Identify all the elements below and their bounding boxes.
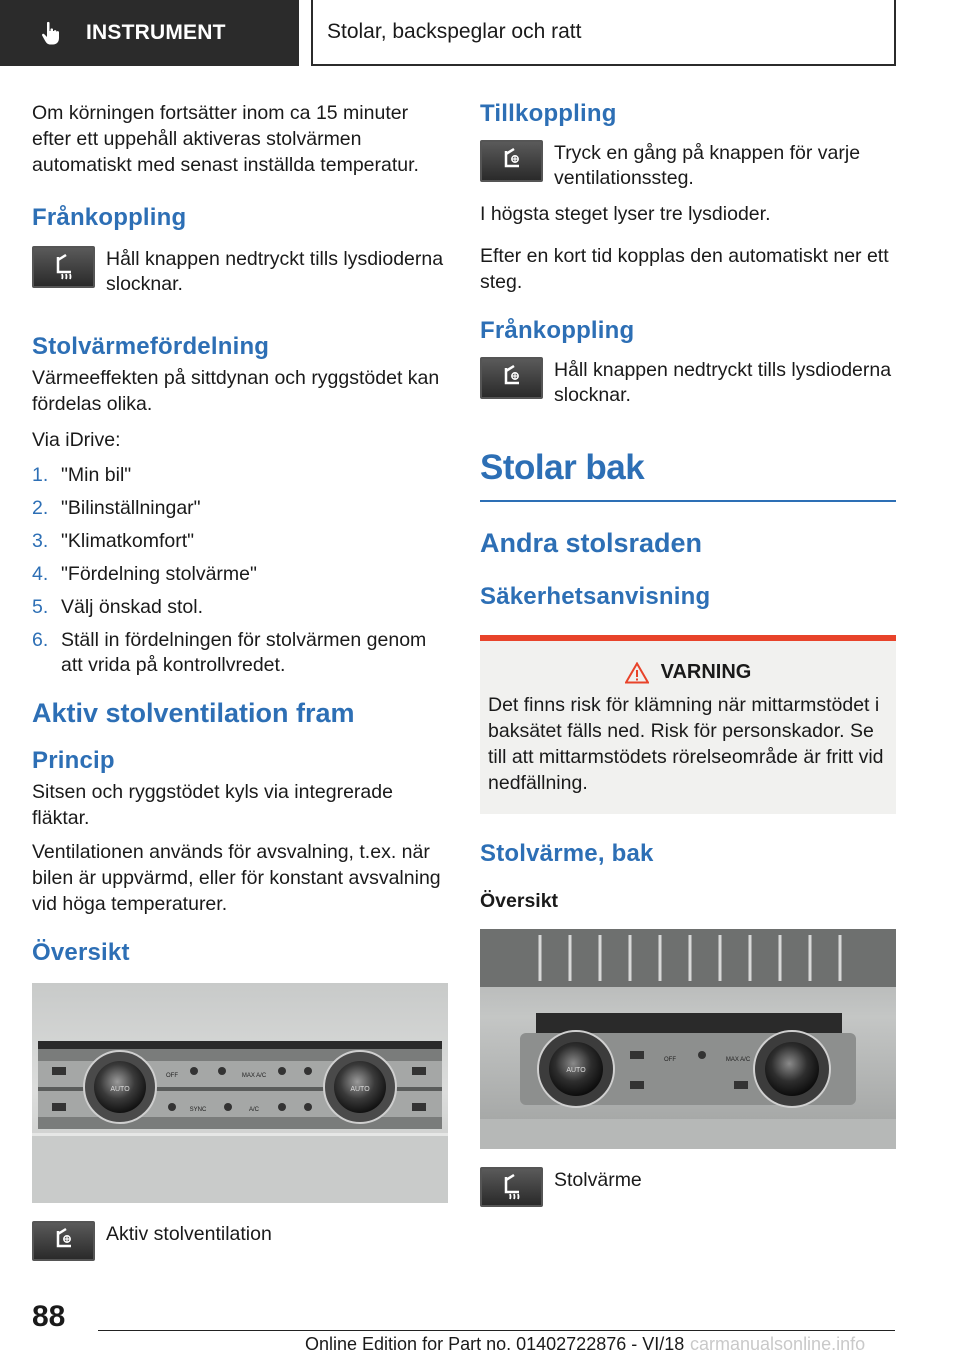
vent-caption-row: [32, 1221, 448, 1261]
rear-off-label: OFF: [664, 1057, 676, 1063]
chapter-rule: [480, 500, 896, 502]
on-instruction-text: Tryck en gång på knappen för varje ventilationssteg.: [554, 142, 861, 189]
heading-princip: Princip: [32, 747, 115, 774]
seat-ventilation-button-icon: [480, 357, 543, 399]
on-paragraph-1: I högsta steget lyser tre lysdioder.: [480, 203, 771, 225]
max-label: MAX A/C: [241, 1073, 267, 1079]
off-instruction-right-text: Håll knappen nedtryckt tills lysdioderna slocknar.: [554, 359, 892, 406]
heading-oversikt-small: Översikt: [480, 890, 559, 912]
heading-aktiv-stolventilation: Aktiv stolventilation fram: [32, 698, 355, 728]
off-label: OFF: [166, 1073, 178, 1079]
sync-label: SYNC: [189, 1107, 207, 1113]
warning-box: [480, 635, 896, 814]
left-column: [32, 100, 448, 1261]
off-instruction-text: Håll knappen nedtryckt tills lysdioderna slocknar.: [106, 248, 444, 295]
on-instruction: [480, 140, 896, 191]
principle-paragraph-2: Ventilationen används för avsvalning, t.ex. när bilen är uppvärmd, eller för konstant avsvalning vid höga temperaturer.: [32, 841, 441, 915]
step-item: 3. "Klimatkomfort": [32, 530, 195, 552]
warning-text: Det finns risk för klämning när mittarmstödet i baksätet fälls ned. Risk för personskador. Se till att mittarmstödets rörelseområde är fritt vid nedfällning.: [488, 694, 884, 794]
seat-heating-button-icon: [32, 246, 95, 288]
off-instruction-right: [480, 357, 896, 408]
heat-caption-row: [480, 1167, 896, 1207]
page-header: [0, 0, 960, 66]
chapter-tab-label: INSTRUMENT: [86, 21, 226, 44]
principle-paragraph-1: Sitsen och ryggstödet kyls via integrerade fläktar.: [32, 781, 393, 829]
heading-stolvarmefordelning: Stolvärmefördelning: [32, 333, 270, 360]
via-idrive: Via iDrive:: [32, 429, 121, 451]
rear-climate-panel-photo: [480, 929, 896, 1149]
heading-tillkoppling: Tillkoppling: [480, 100, 617, 127]
step-item: 1. "Min bil": [32, 464, 132, 486]
rear-max-label: MAX A/C: [725, 1057, 751, 1063]
rear-knob-label: AUTO: [566, 1067, 586, 1074]
heading-andra-stolsraden: Andra stolsraden: [480, 528, 703, 558]
heading-stolvarme-bak: Stolvärme, bak: [480, 840, 654, 867]
footer-rule: [98, 1330, 895, 1331]
hand-pointer-icon: [38, 20, 64, 46]
right-column: [480, 100, 896, 1207]
heading-oversikt: Översikt: [32, 939, 130, 966]
distribution-paragraph: Värmeeffekten på sittdynan och ryggstödet kan fördelas olika.: [32, 367, 440, 415]
heading-sakerhetsanvisning: Säkerhetsanvisning: [480, 583, 711, 610]
seat-heating-button-icon: [480, 1167, 543, 1207]
heat-caption-text: Stolvärme: [554, 1169, 642, 1191]
seat-ventilation-button-icon: [480, 140, 543, 182]
chapter-tab[interactable]: [0, 0, 299, 66]
ac-label: A/C: [248, 1107, 260, 1113]
chapter-heading-stolar-bak: Stolar bak: [480, 448, 645, 487]
warning-title: VARNING: [488, 661, 888, 684]
section-title: Stolar, backspeglar och ratt: [311, 0, 896, 66]
step-item: 5. Välj önskad stol.: [32, 596, 203, 618]
front-climate-panel-photo: [32, 983, 448, 1203]
intro-paragraph: Om körningen fortsätter inom ca 15 minuter efter ett uppehåll aktiveras stolvärmen automatiskt med senast inställda temperatur.: [32, 102, 419, 176]
heading-frankoppling: Frånkoppling: [32, 204, 187, 231]
idrive-steps: [32, 463, 448, 678]
vent-caption-text: Aktiv stolventilation: [106, 1223, 272, 1245]
knob-right-label: AUTO: [350, 1086, 370, 1093]
step-item: 4. "Fördelning stolvärme": [32, 563, 257, 585]
on-paragraph-2: Efter en kort tid kopplas den automatiskt ner ett steg.: [480, 245, 889, 293]
off-instruction: [32, 246, 448, 297]
watermark: carmanualsonline.info: [690, 1334, 866, 1354]
edition-text: Online Edition for Part no. 01402722876 - VI/18: [305, 1334, 685, 1354]
step-item: 2. "Bilinställningar": [32, 497, 201, 519]
seat-ventilation-button-icon: [32, 1221, 95, 1261]
page-number: 88: [32, 1300, 66, 1333]
knob-left-label: AUTO: [110, 1086, 130, 1093]
warning-triangle-icon: [625, 662, 649, 684]
heading-frankoppling-right: Frånkoppling: [480, 317, 635, 344]
step-item: 6. Ställ in fördelningen för stolvärmen genom att vrida på kontrollvredet.: [32, 629, 427, 676]
